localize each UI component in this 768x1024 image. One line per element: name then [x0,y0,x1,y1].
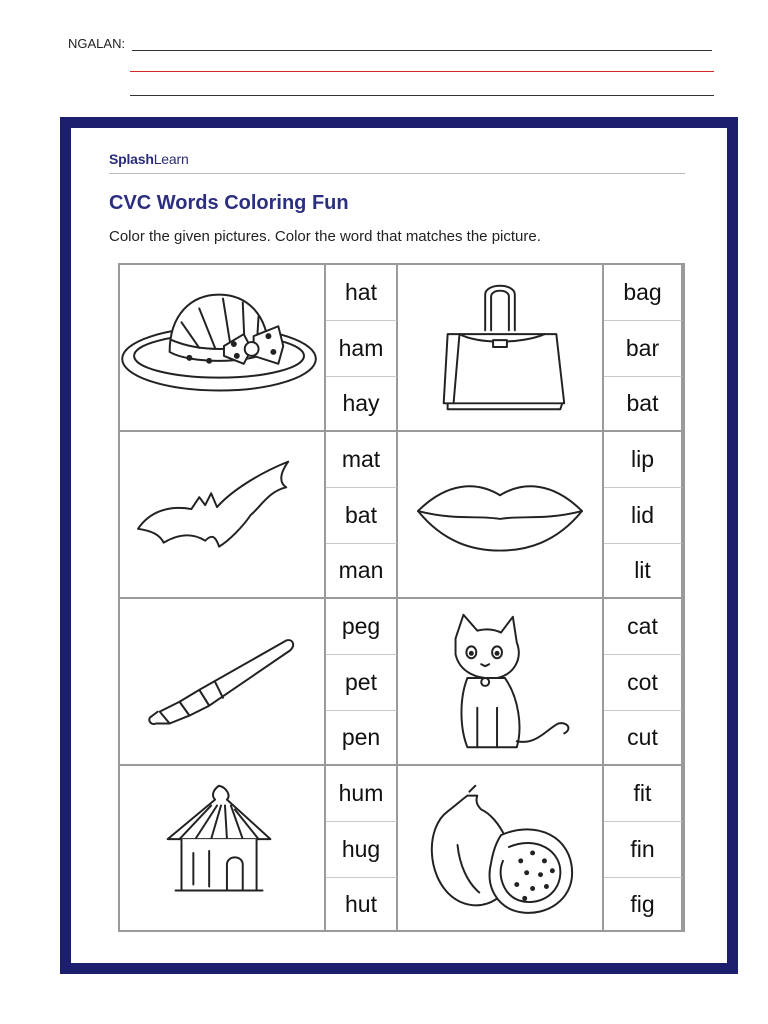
worksheet-instructions: Color the given pictures. Color the word that matches the picture. [109,228,541,245]
word-box[interactable]: pen [326,711,398,766]
word-box[interactable]: fig [604,878,683,932]
hat-icon[interactable] [120,265,326,432]
fig-icon[interactable] [398,766,604,932]
word-box[interactable]: bar [604,321,683,377]
word-box[interactable]: hug [326,822,398,878]
word-box[interactable]: hut [326,878,398,932]
worksheet-frame [60,117,738,974]
word-box[interactable]: cot [604,655,683,711]
brand-divider [109,173,685,174]
brand-logo: SplashLearn [109,151,189,167]
word-box[interactable]: peg [326,599,398,655]
word-box[interactable]: lit [604,544,683,599]
hut-icon[interactable] [120,766,326,932]
name-line-1[interactable] [132,50,712,51]
bat-icon[interactable] [120,432,326,599]
word-box[interactable]: lid [604,488,683,544]
word-box[interactable]: bat [326,488,398,544]
word-box[interactable]: bat [604,377,683,432]
word-box[interactable]: hum [326,766,398,822]
name-label: NGALAN: [68,36,126,51]
word-box[interactable]: hat [326,265,398,321]
word-box[interactable]: cat [604,599,683,655]
name-line-3[interactable] [130,95,714,96]
word-box[interactable]: ham [326,321,398,377]
cat-icon[interactable] [398,599,604,766]
word-box[interactable]: lip [604,432,683,488]
word-box[interactable]: man [326,544,398,599]
lips-icon[interactable] [398,432,604,599]
word-box[interactable]: bag [604,265,683,321]
bag-icon[interactable] [398,265,604,432]
name-line-2[interactable] [130,71,714,72]
word-box[interactable]: fin [604,822,683,878]
word-box[interactable]: cut [604,711,683,766]
word-box[interactable]: mat [326,432,398,488]
worksheet-title: CVC Words Coloring Fun [109,192,349,214]
pen-icon[interactable] [120,599,326,766]
word-box[interactable]: fit [604,766,683,822]
word-grid [118,263,685,932]
name-row [68,36,716,56]
word-box[interactable]: hay [326,377,398,432]
word-box[interactable]: pet [326,655,398,711]
